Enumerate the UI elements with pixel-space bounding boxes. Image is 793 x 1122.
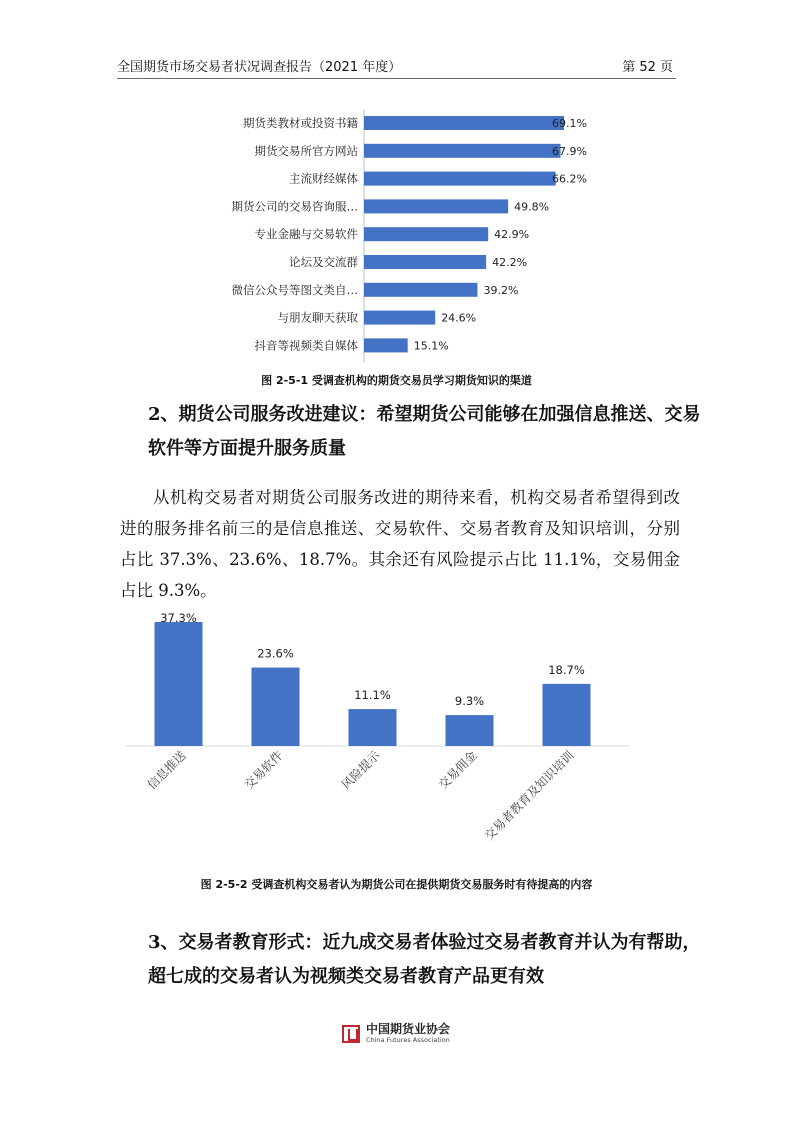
category-label: 专业金融与交易软件: [254, 227, 358, 242]
data-label: 42.2%: [492, 256, 528, 269]
cfa-logo-mark: [342, 1025, 360, 1043]
figure-2-caption: 图 2-5-2 受调查机构交易者认为期货公司在提供期货交易服务时有待提高的内容: [200, 878, 593, 891]
bar: [252, 668, 300, 746]
category-label: 与朋友聊天获取: [277, 310, 358, 325]
data-label: 18.7%: [548, 662, 585, 677]
category-label: 微信公众号等图文类自…: [231, 282, 358, 297]
page-number: 第 52 页: [622, 60, 673, 75]
bar: [155, 622, 203, 746]
data-label: 15.1%: [413, 339, 449, 353]
category-label: 交易者教育及知识培训: [481, 748, 577, 843]
cfa-logo: [342, 1023, 450, 1044]
section-3-heading: 3、交易者教育形式：近九成交易者体验过交易者教育并认为有帮助，超七成的交易者认为视频类交易者教育产品更有效: [148, 932, 701, 987]
section-2-paragraph: 从机构交易者对期货公司服务改进的期待来看，机构交易者希望得到改进的服务排名前三的是信息推送、交易软件、交易者教育及知识培训，分别占比 37.3%、23.6%、18.7%。其余还有风险提示占比 11.1%，交易佣金占比 9.3%。: [120, 488, 680, 600]
data-label: 42.9%: [494, 228, 530, 242]
service-improvement-chart: [120, 612, 640, 870]
data-label: 49.8%: [514, 200, 550, 214]
category-label: 期货类教材或投资书籍: [243, 116, 358, 130]
data-label: 69.1%: [552, 117, 587, 130]
header-divider: [117, 78, 676, 79]
logo-name-en: China Futures Association: [366, 1036, 450, 1044]
bar: [364, 227, 488, 241]
data-label: 24.6%: [441, 311, 477, 325]
data-label: 11.1%: [354, 688, 391, 703]
logo-name-cn: 中国期货业协会: [366, 1022, 451, 1036]
bar: [364, 255, 486, 269]
learning-channels-chart: [190, 108, 610, 368]
section-2-body: [120, 482, 680, 606]
report-title: 全国期货市场交易者状况调查报告（2021 年度）: [117, 60, 402, 75]
figure-1-caption: 图 2-5-1 受调查机构的期货交易员学习期货知识的渠道: [261, 374, 532, 387]
category-label: 主流财经媒体: [289, 171, 358, 186]
bar: [364, 338, 408, 352]
bar: [364, 172, 556, 186]
category-label: 风险提示: [338, 748, 383, 793]
data-label: 37.3%: [160, 612, 197, 625]
bar: [446, 715, 494, 746]
bar: [543, 684, 591, 746]
bar: [364, 144, 561, 158]
bar: [364, 199, 508, 213]
section-2-heading: 2、期货公司服务改进建议：希望期货公司能够在加强信息推送、交易软件等方面提升服务质量: [148, 404, 701, 459]
data-label: 66.2%: [552, 172, 587, 186]
category-label: 信息推送: [144, 748, 189, 793]
data-label: 39.2%: [483, 283, 519, 297]
category-label: 交易软件: [241, 748, 286, 793]
bar: [349, 709, 397, 746]
data-label: 9.3%: [454, 694, 485, 709]
category-label: 抖音等视频类自媒体: [254, 338, 358, 353]
bar: [364, 283, 477, 297]
data-label: 23.6%: [257, 646, 294, 661]
data-label: 67.9%: [552, 144, 587, 158]
bar: [364, 311, 435, 325]
category-label: 论坛及交流群: [289, 255, 358, 269]
category-label: 交易佣金: [435, 748, 480, 793]
category-label: 期货公司的交易咨询服…: [231, 199, 358, 214]
bar: [364, 116, 564, 130]
category-label: 期货交易所官方网站: [254, 143, 358, 158]
